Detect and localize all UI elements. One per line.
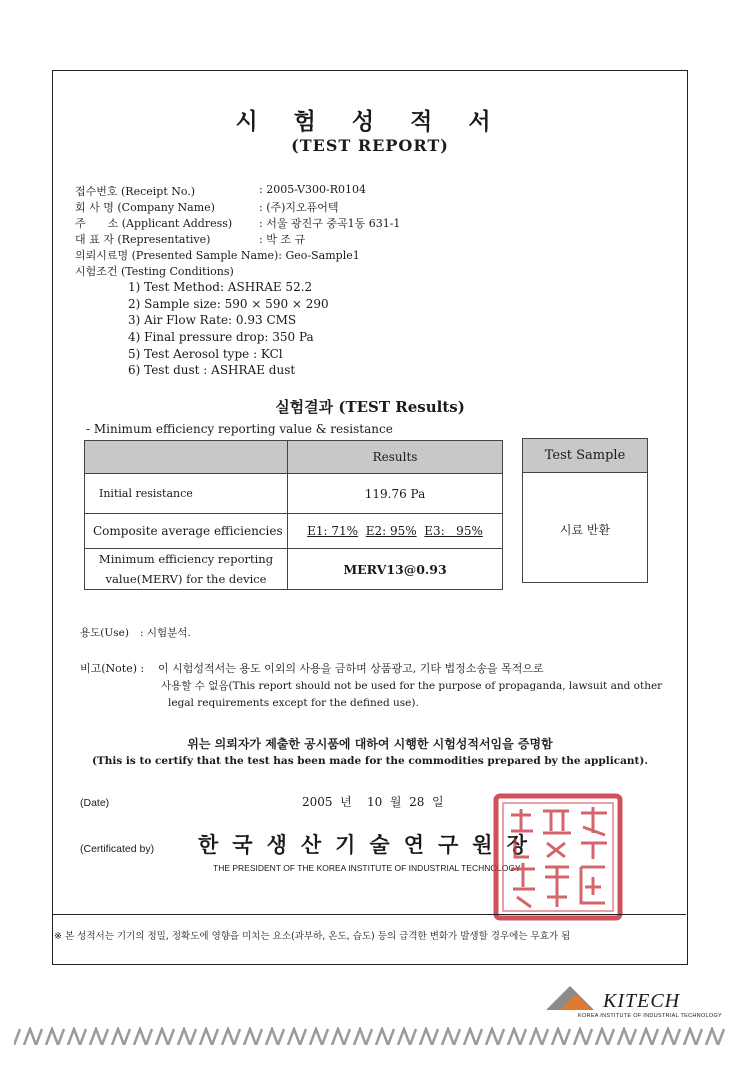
row-label-composite-efficiencies: Composite average efficiencies [85,514,288,549]
row-label-merv [85,549,288,590]
footer-divider [53,914,686,915]
company-name-label: 회 사 명 (Company Name) [75,201,215,214]
condition-item: 2) Sample size: 590 × 590 × 290 [128,297,329,311]
applicant-address-label: 주 소 (Applicant Address) [75,217,233,230]
efficiency-e1: E1: 71% [307,524,359,538]
testing-conditions-label: 시험조건 (Testing Conditions) [75,265,234,278]
row-value-initial-resistance: 119.76 Pa [288,474,503,514]
report-title-korean: 시 험 성 적 서 [235,108,505,135]
results-table [84,440,503,590]
footer-disclaimer: ※ 본 성적서는 기기의 정밀, 정확도에 영향을 미치는 요소(과부하, 온도, 습도) 등의 급격한 변화가 발생할 경우에는 무효가 됨 [54,931,571,942]
decorative-stripe-pattern [0,1027,740,1047]
note-line-3: legal requirements except for the defined use). [168,697,419,709]
date-label: (Date) [80,797,110,809]
applicant-address-value: : 서울 광진구 중곡1동 631-1 [259,217,401,230]
representative-label: 대 표 자 (Representative) [75,233,211,246]
table-row [85,514,503,549]
results-subheading: - Minimum efficiency reporting value & resistance [86,422,393,436]
kitech-logo-subtitle: KOREA INSTITUTE OF INDUSTRIAL TECHNOLOGY [578,1013,723,1019]
note-line-2: 사용할 수 없음(This report should not be used for the purpose of propaganda, lawsuit and other [161,680,663,692]
sample-name-line: 의뢰시료명 (Presented Sample Name): Geo-Sample1 [75,249,360,262]
condition-item: 5) Test Aerosol type : KCl [128,347,283,361]
representative-value: : 박 조 규 [259,233,306,246]
merv-label-line1: Minimum efficiency reporting [98,552,274,566]
date-value: 2005 년 10 월 28 일 [302,795,444,809]
table-header-results: Results [288,441,503,474]
company-name-value: : (주)지오퓨어텍 [259,201,339,214]
use-label: 용도(Use) [80,627,129,639]
certify-statement-korean: 위는 의뢰자가 제출한 공시품에 대하여 시행한 시험성적서임을 증명함 [187,737,553,751]
certify-statement-english: (This is to certify that the test has been made for the commodities prepared by the applicant). [91,755,649,767]
test-sample-value: 시료 반환 [559,523,611,537]
row-value-merv: MERV13@0.93 [288,549,503,590]
note-line-1: 이 시험성적서는 용도 이외의 사용을 금하며 상품광고, 기타 법정소송을 목적으로 [158,662,544,675]
row-value-composite-efficiencies [288,514,503,549]
report-title-english: (TEST REPORT) [291,136,449,155]
row-label-initial-resistance: Initial resistance [85,474,288,514]
table-row [85,474,503,514]
use-value: : 시험분석. [140,627,191,639]
official-seal-stamp [493,793,623,921]
note-label: 비고(Note) : [80,662,145,675]
certified-by-label: (Certificated by) [80,843,155,855]
receipt-no-value: : 2005-V300-R0104 [259,183,367,196]
efficiency-e2: E2: 95% [365,524,417,538]
institute-president-english: THE PRESIDENT OF THE KOREA INSTITUTE OF INDUSTRIAL TECHNOLOGY [213,863,521,873]
table-row [85,549,503,590]
results-heading: 실험결과 (TEST Results) [275,398,465,416]
test-sample-box [522,438,648,583]
kitech-logo-text: KITECH [603,990,681,1012]
condition-item: 1) Test Method: ASHRAE 52.2 [128,280,313,294]
condition-item: 4) Final pressure drop: 350 Pa [128,330,314,344]
table-header-empty [85,441,288,474]
condition-item: 6) Test dust : ASHRAE dust [128,363,296,377]
institute-president-korean: 한국생산기술연구원장 [198,832,541,857]
receipt-no-label: 접수번호 (Receipt No.) [75,185,196,198]
test-sample-header: Test Sample [523,439,647,473]
efficiency-e3: E3: 95% [424,524,483,538]
condition-item: 3) Air Flow Rate: 0.93 CMS [128,313,297,327]
merv-label-line2: value(MERV) for the device [105,572,267,586]
